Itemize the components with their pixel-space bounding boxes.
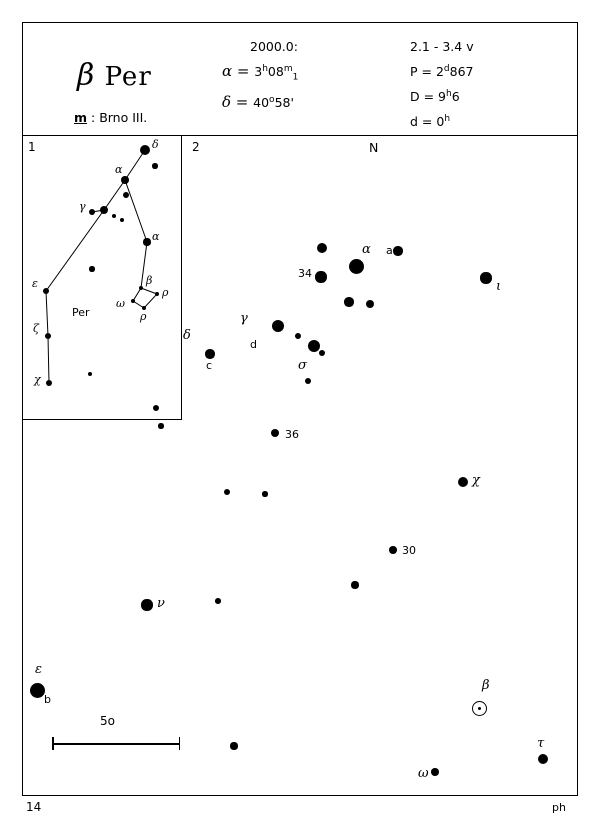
field-label-c: c <box>206 359 213 372</box>
declination <box>222 89 392 114</box>
field-label-delta: δ <box>183 328 191 343</box>
field-star <box>366 300 374 308</box>
inset-star-label: ζ <box>33 322 39 335</box>
field-label-nu: ν <box>157 596 165 611</box>
panel-number-inset: 1 <box>28 140 36 154</box>
dec-label: δ = <box>222 92 254 111</box>
ra-label: α = <box>222 62 255 81</box>
field-star-34 <box>315 271 326 282</box>
constellation-lines <box>22 136 192 420</box>
dec-degree-unit: o <box>269 94 275 105</box>
field-star <box>262 491 267 496</box>
depth-label: d = <box>410 114 437 130</box>
ra-minute-fraction: 1 <box>292 72 299 83</box>
inset-star <box>140 145 150 155</box>
page-number: 14 <box>26 800 42 814</box>
field-star-tau <box>538 754 548 764</box>
field-star-c <box>205 349 214 358</box>
star-name-greek: β <box>77 58 96 93</box>
ra-hour-unit: h <box>262 64 268 74</box>
scale-bar-line <box>52 743 180 745</box>
field-star <box>308 340 320 352</box>
field-star-b <box>30 683 45 698</box>
inset-star-label: δ <box>152 138 159 151</box>
inset-star-label: α <box>115 163 123 176</box>
field-label-iota: ι <box>496 279 502 294</box>
field-label-sigma: σ <box>298 358 307 373</box>
field-label-chi: χ <box>472 473 480 488</box>
inset-star <box>152 163 157 168</box>
depth-unit: h <box>444 114 451 125</box>
inset-star <box>121 176 129 184</box>
ra-minute-unit: m <box>283 64 293 74</box>
field-label-beta: β <box>482 678 490 693</box>
inset-star-label: β <box>146 274 153 287</box>
period-fraction: 867 <box>449 64 474 80</box>
field-label-epsilon: ε <box>35 662 42 677</box>
page-title <box>77 58 152 93</box>
right-ascension <box>222 58 392 89</box>
field-label-30: 30 <box>402 544 416 557</box>
magnitude-range: 2.1 - 3.4 v <box>410 39 474 54</box>
scale-bar <box>52 737 180 749</box>
field-star-a <box>349 259 364 274</box>
inset-star <box>89 266 94 271</box>
dec-minute-mark: ' <box>290 94 294 110</box>
duration-value: 9 <box>438 89 446 105</box>
constellation-label: Per <box>72 306 90 319</box>
field-star <box>317 243 327 253</box>
duration <box>400 83 580 108</box>
duration-fraction: 6 <box>451 89 460 105</box>
star-name-rest: Per <box>95 62 152 92</box>
depth-value: 0 <box>436 114 445 130</box>
inset-star <box>143 238 150 245</box>
field-label-34: 34 <box>298 267 312 280</box>
inset-star <box>45 333 51 339</box>
duration-label: D = <box>410 89 439 105</box>
depth <box>400 108 580 133</box>
field-star-30 <box>389 546 397 554</box>
inset-star-label: ρ <box>140 310 147 323</box>
field-star <box>305 378 311 384</box>
field-label-d: d <box>250 338 257 351</box>
period-label: P = <box>410 64 436 80</box>
dec-minutes: 58 <box>274 94 291 110</box>
field-star <box>230 742 237 749</box>
period <box>400 58 580 83</box>
field-star <box>344 297 353 306</box>
period-value: 2 <box>435 64 444 80</box>
period-unit: d <box>443 64 450 74</box>
epoch-label: 2000.0: <box>250 39 298 54</box>
field-star <box>224 489 231 496</box>
field-star <box>295 333 302 340</box>
star-chart <box>22 136 578 796</box>
scale-bar-tick-right <box>179 737 181 750</box>
header-block <box>22 22 578 136</box>
field-star <box>351 581 358 588</box>
field-label-omega: ω <box>418 766 429 781</box>
ephemeris-block <box>400 36 580 133</box>
inset-star-label: χ <box>34 373 41 386</box>
field-star-iota <box>480 272 491 283</box>
source-text: : Brno III. <box>87 110 148 125</box>
field-star-chi <box>458 477 468 487</box>
field-star-nu <box>141 599 152 610</box>
chart-code: ph <box>552 801 566 814</box>
duration-unit: h <box>446 89 452 100</box>
field-star <box>393 246 402 255</box>
ra-value: 3 <box>254 64 263 80</box>
inset-star-label: γ <box>79 200 86 213</box>
field-star-d <box>272 320 285 333</box>
field-label-tau: τ <box>537 736 545 751</box>
field-label-b: b <box>44 693 51 706</box>
north-indicator: N <box>369 140 380 155</box>
field-label-alpha: α <box>362 242 371 257</box>
field-label-a: a <box>386 244 393 257</box>
field-star-omega <box>431 768 439 776</box>
inset-star-label: ρ <box>162 286 169 299</box>
field-label-gamma: γ <box>240 311 248 326</box>
field-star-sigma <box>319 350 325 356</box>
variable-star-core <box>478 707 481 710</box>
inset-star <box>123 192 129 198</box>
field-star <box>215 598 221 604</box>
panel-number-main: 2 <box>192 140 200 154</box>
inset-star-label: α <box>152 230 160 243</box>
scale-label: 5o <box>100 714 115 728</box>
coordinates-block <box>222 36 392 114</box>
field-star-36 <box>271 429 280 438</box>
source-catalogue <box>74 110 147 125</box>
field-star <box>158 423 163 428</box>
inset-star-label: ω <box>116 297 125 310</box>
variable-star-beta-per <box>472 701 487 716</box>
ra-minutes: 08 <box>267 64 284 80</box>
scale-bar-tick-left <box>52 737 54 750</box>
field-label-36: 36 <box>285 428 299 441</box>
dec-value: 40 <box>253 94 270 110</box>
inset-star-label: ε <box>32 277 38 290</box>
source-prefix: m <box>74 110 88 125</box>
